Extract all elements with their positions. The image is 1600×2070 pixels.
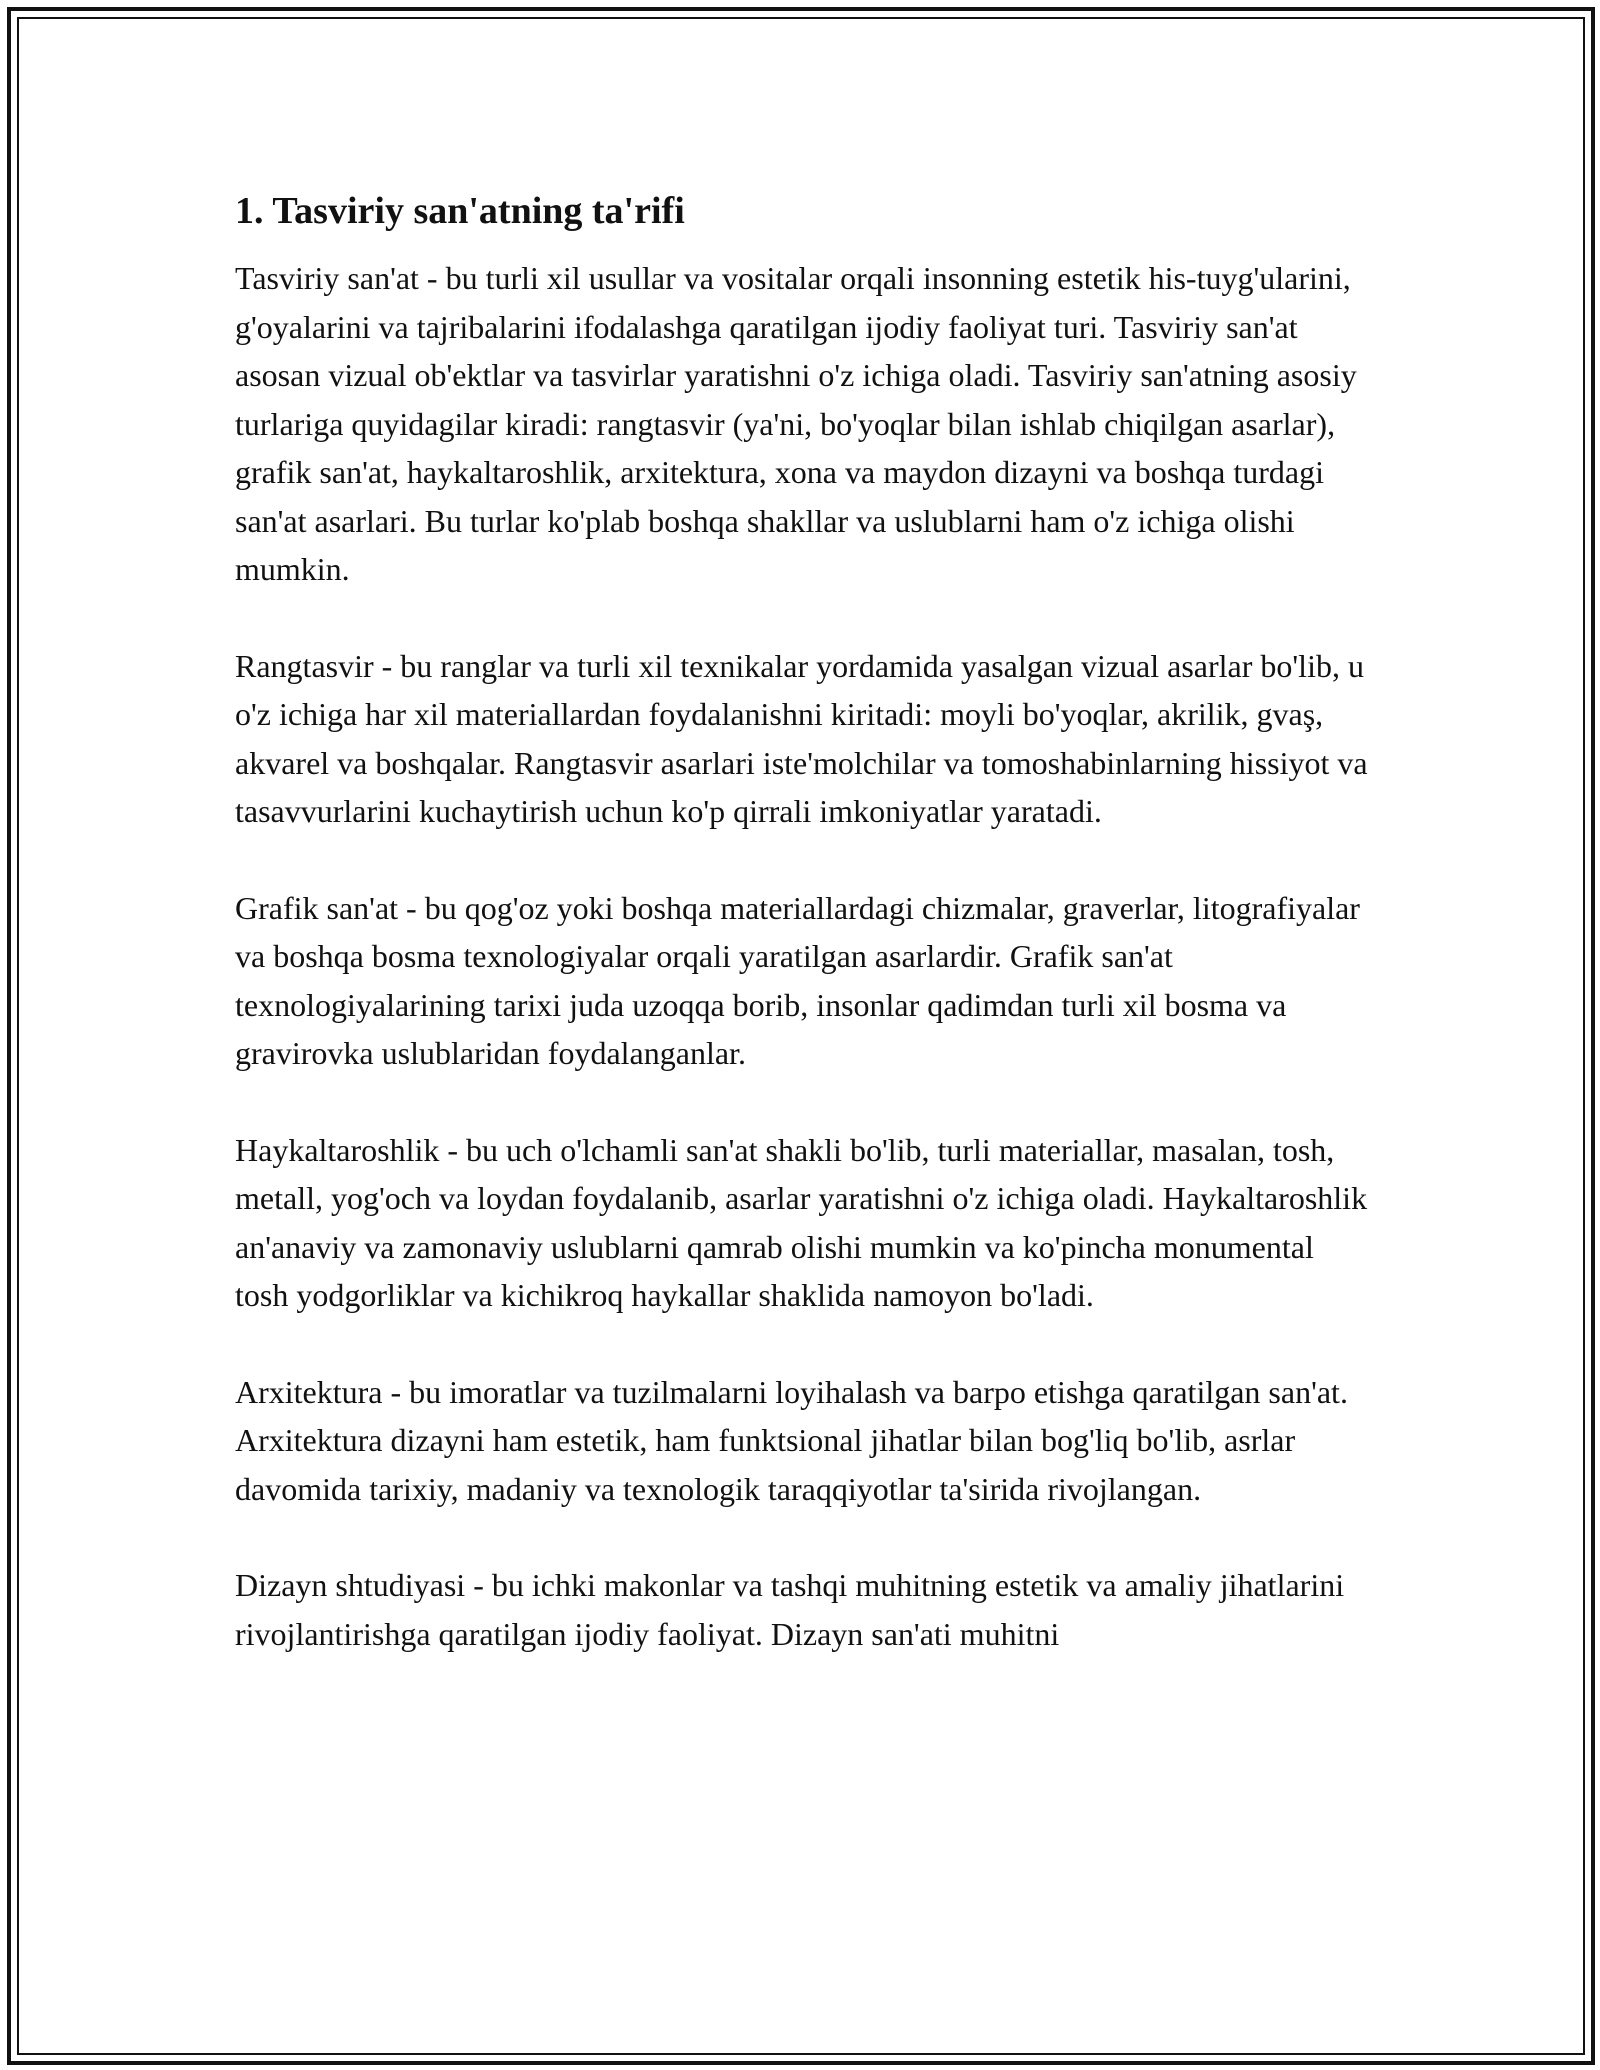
paragraph-haykaltaroshlik: Haykaltaroshlik - bu uch o'lchamli san'at shakli bo'lib, turli materiallar, masalan, tosh, metall, yog'och va loydan foydalanib, asarlar yaratishni o'z ichiga oladi. Haykaltaroshlik an'anaviy va zamonaviy uslublarni qamrab olishi mumkin va ko'pincha monumental tosh yodgorliklar va kichikroq haykallar shaklida namoyon bo'ladi. bbox=[235, 1131, 1368, 1313]
paragraph-rangtasvir: Rangtasvir - bu ranglar va turli xil texnikalar yordamida yasalgan vizual asarlar bo'lib, u o'z ichiga har xil materiallardan foydalanishni kiritadi: moyli bo'yoqlar, akrilik, gvaş, akvarel va boshqalar. Rangtasvir asarlari iste'molchilar va tomoshabinlarning hissiyot va tasavvurlarini kuchaytirish uchun ko'p qirrali imkoniyatlar yaratadi. bbox=[235, 647, 1368, 829]
paragraph-arxitektura: Arxitektura - bu imoratlar va tuzilmalarni loyihalash va barpo etishga qaratilgan san'at. Arxitektura dizayni ham estetik, ham funktsional jihatlar bilan bog'liq bo'lib, asrlar davomida tarixiy, madaniy va texnologik taraqqiyotlar ta'sirida rivojlangan. bbox=[235, 1373, 1348, 1507]
paragraph-dizayn: Dizayn shtudiyasi - bu ichki makonlar va tashqi muhitning estetik va amaliy jihatlarini rivojlantirishga qaratilgan ijodiy faoliyat. Dizayn san'ati muhitni bbox=[235, 1567, 1345, 1652]
section-heading: 1. Tasviriy san'atning ta'rifi bbox=[235, 190, 685, 232]
paragraph-definition: Tasviriy san'at - bu turli xil usullar va vositalar orqali insonning estetik his-tuyg'ularini, g'oyalarini va tajribalarini ifodalashga qaratilgan ijodiy faoliyat turi. Tasviriy san'at asosan vizual ob'ektlar va tasvirlar yaratishni o'z ichiga oladi. Tasviriy san'atning asosiy turlariga quyidagilar kiradi: rangtasvir (ya'ni, bo'yoqlar bilan ishlab chiqilgan asarlar), grafik san'at, haykaltaroshlik, arxitektura, xona va maydon dizayni va boshqa turdagi san'at asarlari. Bu turlar ko'plab boshqa shakllar va uslublarni ham o'z ichiga olishi mumkin. bbox=[235, 260, 1357, 587]
document-body bbox=[235, 186, 1370, 1658]
paragraph-grafik: Grafik san'at - bu qog'oz yoki boshqa materiallardagi chizmalar, graverlar, litografiyalar va boshqa bosma texnologiyalar orqali yaratilgan asarlardir. Grafik san'at texnologiyalarining tarixi juda uzoqqa borib, insonlar qadimdan turli xil bosma va gravirovka uslublaridan foydalanganlar. bbox=[235, 889, 1360, 1071]
